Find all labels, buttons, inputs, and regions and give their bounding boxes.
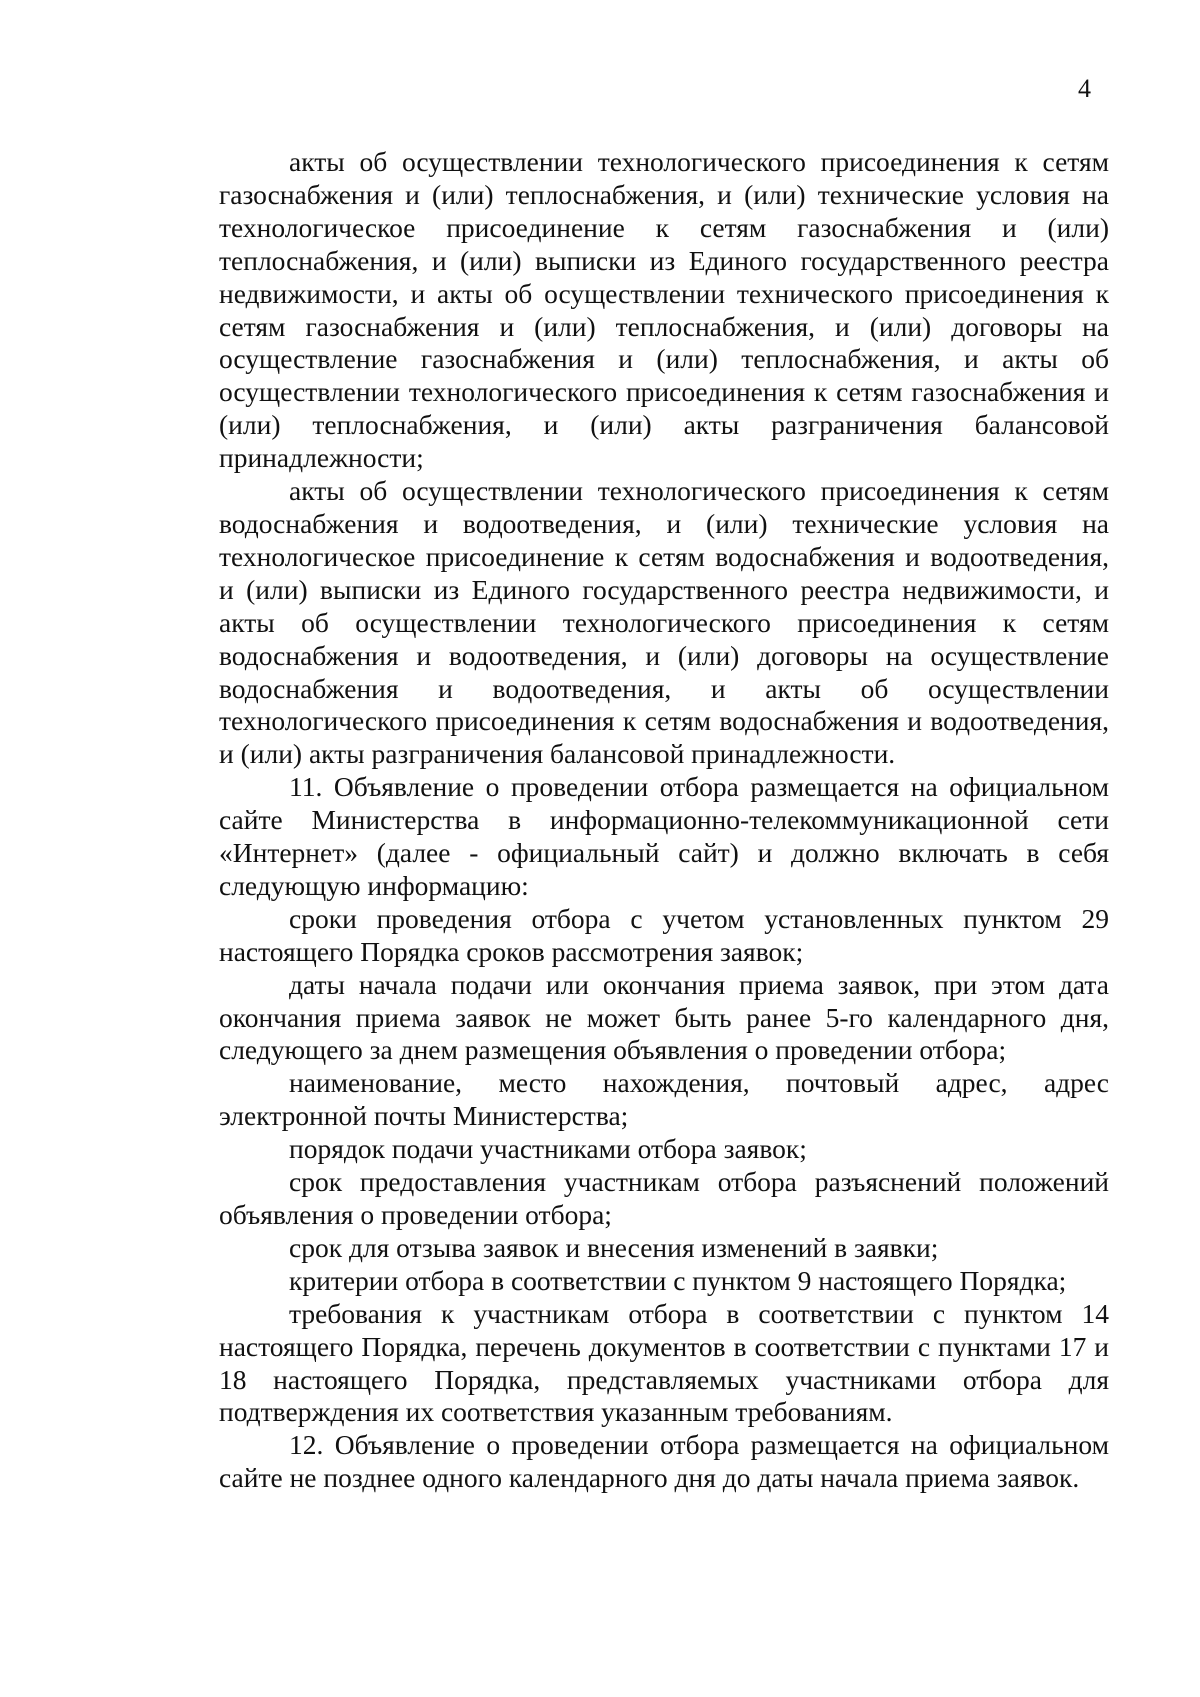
paragraph-11-announcement: 11. Объявление о проведении отбора размещается на официальном сайте Министерства в информационно-телекоммуникационной сети «Интернет» (далее - официальный сайт) и должно включать в себя следующую информацию: <box>219 771 1109 901</box>
paragraph-requirements: требования к участникам отбора в соответствии с пунктом 14 настоящего Порядка, перечень документов в соответствии с пунктами 17 и 18 настоящего Порядка, представляемых участниками отбора для подтверждения их соответствия указанным требованиям. <box>219 1297 1109 1428</box>
document-body <box>219 146 1109 1495</box>
page-number: 4 <box>1078 74 1091 103</box>
paragraph-submission-procedure: порядок подачи участниками отбора заявок; <box>289 1133 807 1165</box>
paragraph-withdrawal: срок для отзыва заявок и внесения изменений в заявки; <box>289 1231 939 1263</box>
paragraph-clarifications: срок предоставления участникам отбора разъяснений положений объявления о проведении отбора; <box>219 1166 1109 1230</box>
paragraph-ministry-contacts: наименование, место нахождения, почтовый адрес, адрес электронной почты Министерства; <box>219 1067 1109 1132</box>
paragraph-selection-terms: сроки проведения отбора с учетом установленных пунктом 29 настоящего Порядка сроков рассмотрения заявок; <box>219 902 1109 967</box>
paragraph-12-publication: 12. Объявление о проведении отбора размещается на официальном сайте не позднее одного календарного дня до даты начала приема заявок. <box>219 1429 1109 1494</box>
paragraph-criteria: критерии отбора в соответствии с пунктом 9 настоящего Порядка; <box>289 1264 1067 1296</box>
paragraph-water-acts: акты об осуществлении технологического присоединения к сетям водоснабжения и водоотведения, и (или) технические условия на технологическое присоединение к сетям водоснабжения и водоотведения, и (или) выписки из Единого государственного реестра недвижимости, и акты об осуществлении технологического присоединения к сетям водоснабжения и водоотведения, и (или) договоры на осуществление водоснабжения и водоотведения, и акты об осуществлении технологического присоединения к сетям водоснабжения и водоотведения, и (или) акты разграничения балансовой принадлежности. <box>219 475 1109 770</box>
paragraph-submission-dates: даты начала подачи или окончания приема заявок, при этом дата окончания приема заявок не может быть ранее 5-го календарного дня, следующего за днем размещения объявления о проведении отбора; <box>219 968 1109 1066</box>
paragraph-gas-heat-acts: акты об осуществлении технологического присоединения к сетям газоснабжения и (или) теплоснабжения, и (или) технические условия на технологическое присоединение к сетям газоснабжения и (или) теплоснабжения, и (или) выписки из Единого государственного реестра недвижимости, и акты об осуществлении технического присоединения к сетям газоснабжения и (или) теплоснабжения, и (или) договоры на осуществление газоснабжения и (или) теплоснабжения, и акты об осуществлении технологического присоединения к сетям газоснабжения и (или) теплоснабжения, и (или) акты разграничения балансовой принадлежности; <box>219 146 1109 474</box>
